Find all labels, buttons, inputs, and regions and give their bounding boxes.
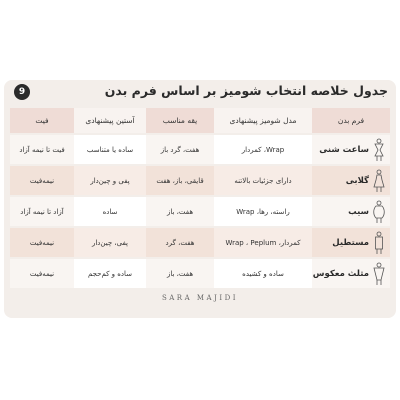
pear-body-icon bbox=[372, 169, 386, 193]
brand-signature: SARA MAJIDI bbox=[161, 294, 239, 302]
blouse-summary-table bbox=[10, 108, 390, 288]
body-shape-label: مستطیل bbox=[332, 237, 369, 248]
fit-cell: آزاد تا نیمه آزاد bbox=[10, 196, 74, 227]
fit-cell: فیت تا نیمه آزاد bbox=[10, 134, 74, 165]
table-row bbox=[10, 196, 390, 227]
sleeve-cell: ساده یا متناسب bbox=[74, 134, 146, 165]
body-shape-cell bbox=[312, 134, 390, 165]
table-row bbox=[10, 134, 390, 165]
rectangle-body-icon bbox=[372, 231, 386, 255]
model-cell: دارای جزئیات بالاتنه bbox=[214, 165, 312, 196]
sleeve-cell: ساده bbox=[74, 196, 146, 227]
header-sleeve: آستین پیشنهادی bbox=[74, 108, 146, 134]
header-fit: فیت bbox=[10, 108, 74, 134]
body-shape-cell bbox=[312, 258, 390, 288]
body-shape-label: سیب bbox=[348, 206, 369, 217]
model-cell: کمردار، Wrap ، Peplum bbox=[214, 227, 312, 258]
header-body-shape: فرم بدن bbox=[312, 108, 390, 134]
body-shape-label: گلابی bbox=[345, 175, 369, 186]
header-model: مدل شومیز پیشنهادی bbox=[214, 108, 312, 134]
body-shape-label: مثلث معکوس bbox=[312, 268, 369, 279]
collar-cell: هفت، باز bbox=[146, 196, 214, 227]
collar-cell: هفت، باز bbox=[146, 258, 214, 288]
collar-cell: قایقی، باز، هفت bbox=[146, 165, 214, 196]
table-row bbox=[10, 258, 390, 288]
hourglass-body-icon bbox=[372, 138, 386, 162]
collar-cell: هفت، گرد باز bbox=[146, 134, 214, 165]
apple-body-icon bbox=[372, 200, 386, 224]
body-shape-label: ساعت شنی bbox=[319, 144, 369, 155]
fit-cell: نیمه‌فیت bbox=[10, 227, 74, 258]
model-cell: ساده و کشیده bbox=[214, 258, 312, 288]
sleeve-cell: ساده و کم‌حجم bbox=[74, 258, 146, 288]
body-shape-cell bbox=[312, 165, 390, 196]
page-number-badge: 9 bbox=[14, 84, 30, 100]
table-row bbox=[10, 165, 390, 196]
body-shape-cell bbox=[312, 227, 390, 258]
inverted-triangle-body-icon bbox=[372, 262, 386, 286]
table-header-row bbox=[10, 108, 390, 134]
sleeve-cell: پفی و چین‌دار bbox=[74, 165, 146, 196]
model-cell: راسته، رها، Wrap bbox=[214, 196, 312, 227]
fit-cell: نیمه‌فیت bbox=[10, 258, 74, 288]
model-cell: Wrap، کمردار bbox=[214, 134, 312, 165]
table-row bbox=[10, 227, 390, 258]
fit-cell: نیمه‌فیت bbox=[10, 165, 74, 196]
header-collar: یقه مناسب bbox=[146, 108, 214, 134]
summary-card bbox=[4, 80, 396, 318]
collar-cell: هفت، گرد bbox=[146, 227, 214, 258]
sleeve-cell: پفی، چین‌دار bbox=[74, 227, 146, 258]
page-title: جدول خلاصه انتخاب شومیز بر اساس فرم بدن bbox=[104, 83, 388, 98]
body-shape-cell bbox=[312, 196, 390, 227]
